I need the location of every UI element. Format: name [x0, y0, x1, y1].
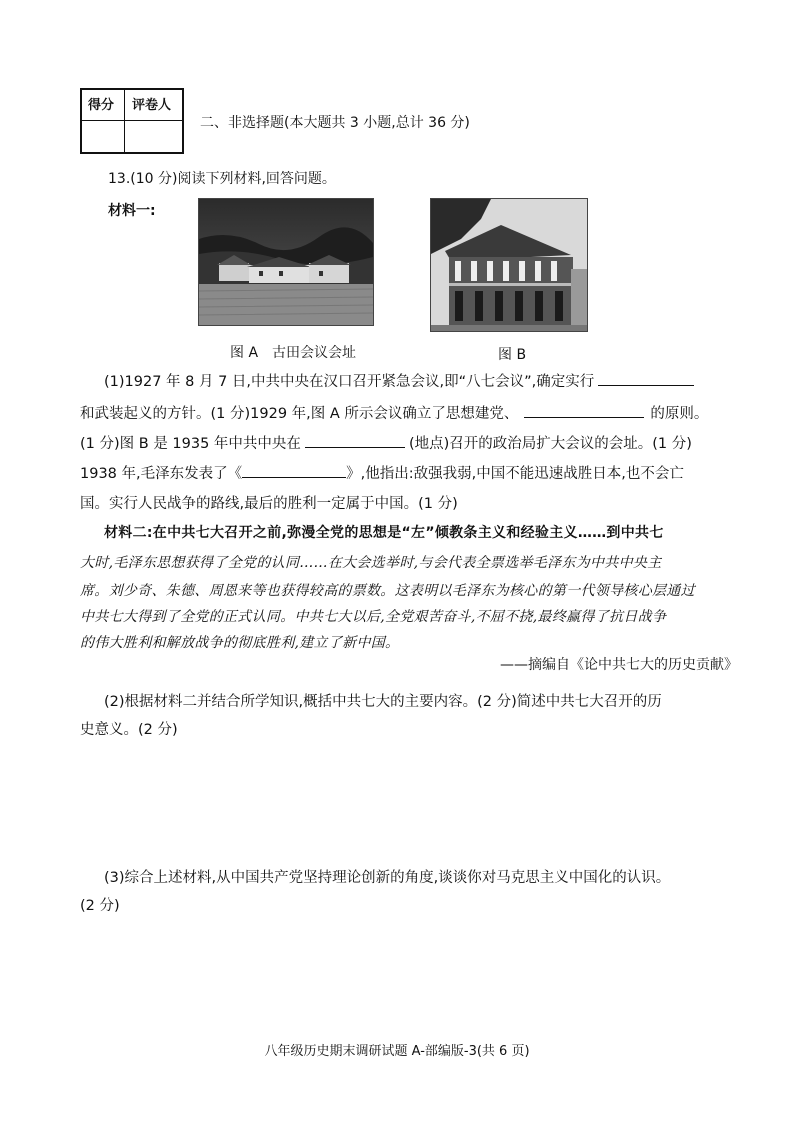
score-header: 得分 [88, 98, 115, 113]
answer-blank-2[interactable] [524, 403, 644, 418]
material2-line4: 中共七大得到了全党的正式认同。中共七大以后,全党艰苦奋斗,不屈不挠,最终赢得了抗日战争 [80, 609, 667, 625]
answer-area-2[interactable] [80, 745, 720, 855]
material2-line1: 材料二:在中共七大召开之前,弥漫全党的思想是“左”倾教条主义和经验主义……到中共七 [104, 525, 664, 541]
section-title: 二、非选择题(本大题共 3 小题,总计 36 分) [200, 115, 470, 131]
score-input-cell[interactable] [82, 122, 124, 154]
p3-line1: (3)综合上述材料,从中国共产党坚持理论创新的角度,谈谈你对马克思主义中国化的认识。 [104, 870, 671, 886]
answer-area-3[interactable] [80, 920, 720, 1030]
p1-line2: 和武装起义的方针。(1 分)1929 年,图 A 所示会议确立了思想建党、 的原则。 [80, 402, 708, 423]
answer-blank-4[interactable] [242, 463, 346, 478]
p3-line2: (2 分) [80, 898, 120, 914]
figure-b-image [430, 198, 588, 332]
table-divider [82, 120, 182, 121]
p1-line4: 1938 年,毛泽东发表了《 》,他指出:敌强我弱,中国不能迅速战胜日本,也不会亡 [80, 462, 684, 483]
material2-line2: 大时,毛泽东思想获得了全党的认同……在大会选举时,与会代表全票选举毛泽东为中共中央主 [80, 555, 662, 571]
score-table [80, 88, 184, 154]
answer-blank-1[interactable] [598, 371, 694, 386]
grader-header: 评卷人 [132, 98, 172, 113]
p1-line1: (1)1927 年 8 月 7 日,中共中央在汉口召开紧急会议,即“八七会议”,确定实行 [104, 370, 694, 391]
page-footer: 八年级历史期末调研试题 A-部编版-3(共 6 页) [264, 1044, 530, 1059]
zunyi-site-photo [431, 199, 587, 331]
material2-line3: 席。刘少奇、朱德、周恩来等也获得较高的票数。这表明以毛泽东为核心的第一代领导核心层通过 [80, 583, 695, 599]
question-title: 13.(10 分)阅读下列材料,回答问题。 [108, 171, 336, 187]
material2-line5: 的伟大胜利和解放战争的彻底胜利,建立了新中国。 [80, 635, 400, 651]
figure-a-caption: 图 A 古田会议会址 [230, 345, 357, 361]
figure-a-image [198, 198, 374, 326]
grader-input-cell[interactable] [126, 122, 184, 154]
figure-b-caption: 图 B [498, 347, 527, 363]
p2-line2: 史意义。(2 分) [80, 722, 178, 738]
material1-label: 材料一: [108, 203, 156, 219]
p1-line5: 国。实行人民战争的路线,最后的胜利一定属于中国。(1 分) [80, 496, 458, 512]
table-divider [124, 90, 125, 152]
material2-source: ——摘编自《论中共七大的历史贡献》 [500, 657, 738, 673]
answer-blank-3[interactable] [305, 433, 405, 448]
p2-line1: (2)根据材料二并结合所学知识,概括中共七大的主要内容。(2 分)简述中共七大召开的历 [104, 694, 662, 710]
gutian-site-photo [199, 199, 373, 325]
p1-line3: (1 分)图 B 是 1935 年中共中央在 (地点)召开的政治局扩大会议的会址。(1 分) [80, 432, 692, 453]
